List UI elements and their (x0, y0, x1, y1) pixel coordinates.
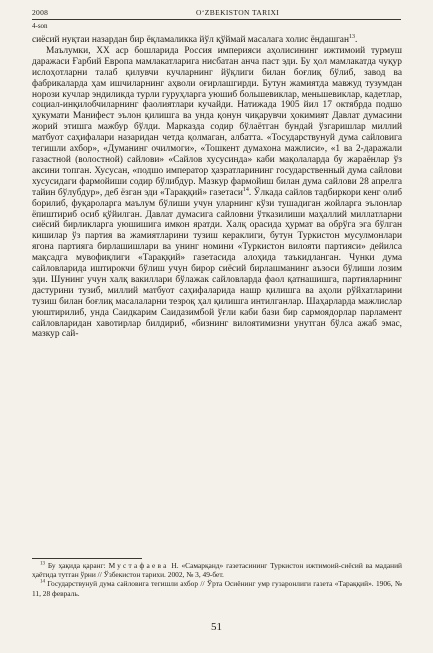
header-year: 2008 (32, 8, 49, 17)
article-body (32, 35, 402, 340)
footnote-13: $^{13}$ Бу ҳақида қаранг: Мустафаева Н. «Самарқанд» газетасининг Туркистон ижтимоий-сиёсий ва маданий ҳаётида тутган ўрни // Ўзбекистон тарихи. 2002, № 3, 49-бет. (32, 561, 402, 580)
header-divider (32, 19, 401, 20)
header-issue: 4-son (32, 22, 48, 30)
paragraph-continued: сиёсий нуқтаи назардан бир ёқламаликка йўл қўймай масалага холис ёндашган$^{13}$. (32, 33, 358, 45)
footnote-ref-14[interactable]: 14 (242, 186, 249, 193)
footnotes (32, 561, 402, 598)
header-journal-title: O‘ZBEKISTON TARIXI (196, 8, 280, 17)
page-number: 51 (211, 621, 222, 633)
footnote-14: $^{14}$ Государствунуй дума сайловига тегишли ахбор // Ўрта Осиёнинг умр гузаронлиги газета «Тараққий». 1906, № 11, 28 февраль. (32, 579, 402, 598)
footnote-ref-13[interactable]: 13 (348, 33, 355, 40)
paragraph-main: Маълумки, XX аср бошларида Россия империяси аҳолисининг ижтимоий турмуш даражаси Ғарбий Европа мамлакатларига нисбатан анча паст эди. Бу ҳол мамлакатда чуқур ислоҳотларни талаб қилувчи кучларнинг йўқлиги билан боғлиқ бўлиб, завод ва фабрикаларда ҳам ишчиларнинг аҳволи оғирлашгирди. Бутун жамиятда мавжуд тузумдан норози кучлар эндиликда турли гуруҳларга уюшиб большевиклар, меньшевиклар, кадетлар, социал-инқилобчиларнинг фаолиятлари кучайди. Натижада 1905 йил 17 октябрда подшо ҳукумати Манифест эълон қилишга ва унда қонун чиқарувчи ҳокимият Давлат думасини жорий этишга мажбур бўлди. Марказда содир бўлаётган бундай ўзгаришлар миллий матбуот саҳифалари назаридан четда қолмаган, албатта. «Тосударствунуй дума сайловига тегишли ахбор», «Думанинг очилмоги», «Тошкент думахона мажлиси», «1 ва 2-даражали газастной (волостной) сайлови» «Сайлов хусусинда» каби мақолаларда бу жараёнлар ўз аксини топган. Хусусан, «подшо император ҳазратларининг государственный дума сайлови хусусидаги фармойиши содир бўлибдур. Мазкур фармойиш билан дума сайлови 28 апрелга тайин бўлубдур», деб ёзган эди «Тараққий» газетаси$^{14}$. Ўлкада сайлов тадбиркори кенг олиб борилиб, фуқароларга маълум бўлиши учун уларнинг кўзи тушадиган жойларга эълонлар ёпиштириб осиб қўйилган. Давлат думасига сайловни ўтказилиши маҳаллий миллатларни сиёсий бирликларга уюшишига имкон яратди. Халқ орасида ҳурмат ва обрўга эга бўлган кишилар ўз партия ва жамиятларини тузиш кераклиги, бутун Туркистон мусулмонлари ягона партияга бирлашишлари ва унинг номини «Туркистон вилояти партияси» дейилса мақсадга мувофиқлиги «Тараққий» газетасида алоҳида таъкидланган. Чунки дума сайловларида иштирокчи бўлиш учун бирор сиёсий бирлашманинг аъзоси бўлиши лозим эди. Шунинг учун халқ вакиллари бўлажак сайловларда фаол қатнашишга, партияларнинг дастурини тузиб, миллий матбуот саҳифаларида нашр қилишга ва аҳоли рўйхатларини тузиш билан боғлиқ масалаларни тезроқ ҳал қилишга интилганлар. Шаҳарларда мажлислар уюштирилиб, унда Саидкарим Саидазимбой ўғли каби бази бир сармоядорлар парламент сайловларидан хавотирлар билдириб, «бизнинг вилоятимизни унутган бўлса ажаб эмас, мазкур сай- (32, 45, 402, 340)
footnote-divider (32, 558, 142, 559)
